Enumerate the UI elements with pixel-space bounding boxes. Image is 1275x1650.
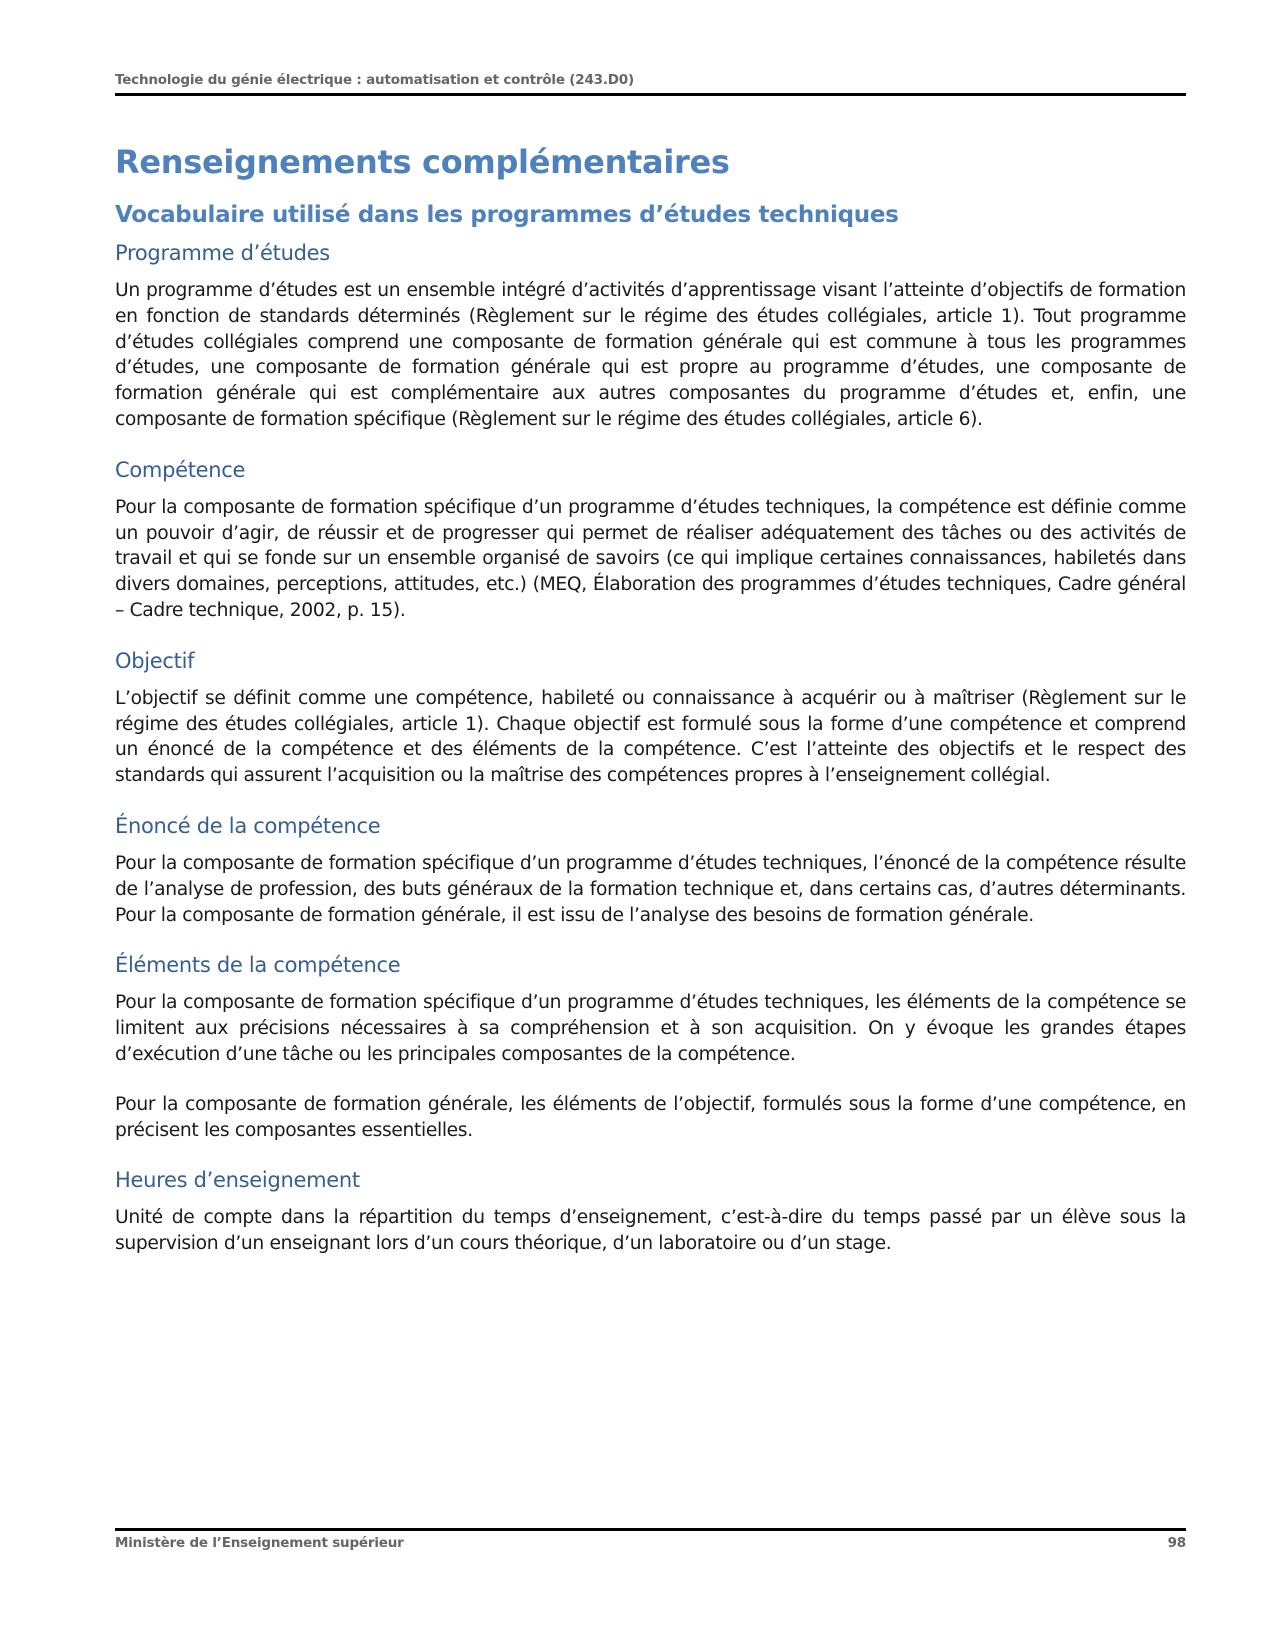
term-definition: Un programme d’études est un ensemble intégré d’activités d’apprentissage visant l’atteinte d’objectifs de formation en fonction de standards déterminés (Règlement sur le régime des études collégiales, article 1). Tout programme d’études collégiales comprend une composante de formation générale qui est commune à tous les programmes d’études, une composante de formation générale qui est propre au programme d’études, une composante de formation générale qui est complémentaire aux autres composantes du programme d’études et, enfin, une composante de formation spécifique (Règlement sur le régime des études collégiales, article 6). — [115, 280, 1186, 430]
term-definition: Unité de compte dans la répartition du temps d’enseignement, c’est-à-dire du temps passé par un élève sous la supervision d’un enseignant lors d’un cours théorique, d’un laboratoire ou d’un stage. — [115, 1207, 1186, 1255]
page-header — [115, 72, 1186, 96]
page-content — [115, 140, 1186, 1257]
term-block-elements — [115, 950, 1186, 1143]
term-definition: Pour la composante de formation spécifique d’un programme d’études techniques, la compétence est définie comme un pouvoir d’agir, de réussir et de progresser qui permet de réaliser adéquatement des tâches ou des activités de travail et qui se fonde sur un ensemble organisé de savoirs (ce qui implique certaines connaissances, habiletés dans divers domaines, perceptions, attitudes, etc.) (MEQ, Élaboration des programmes d’études techniques, Cadre général – Cadre technique, 2002, p. 15). — [115, 496, 1186, 621]
running-title: Technologie du génie électrique : automatisation et contrôle (243.D0) — [115, 72, 634, 88]
term-block-objectif — [115, 646, 1186, 789]
footer-rule — [115, 1528, 1186, 1531]
term-block-competence — [115, 455, 1186, 624]
page-footer — [115, 1528, 1186, 1551]
term-heading: Programme d’études — [115, 241, 330, 265]
term-definition: L’objectif se définit comme une compétence, habileté ou connaissance à acquérir ou à maîtriser (Règlement sur le régime des études collégiales, article 1). Chaque objectif est formulé sous la forme d’une compétence et comprend un énoncé de la compétence et des éléments de la compétence. C’est l’atteinte des objectifs et le respect des standards qui assurent l’acquisition ou la maîtrise des compétences propres à l’enseignement collégial. — [115, 687, 1186, 787]
term-block-programme — [115, 238, 1186, 433]
term-block-heures — [115, 1165, 1186, 1257]
page-title: Renseignements complémentaires — [115, 143, 730, 181]
footer-publisher: Ministère de l’Enseignement supérieur — [115, 1535, 404, 1551]
term-block-enonce — [115, 811, 1186, 928]
header-rule — [115, 93, 1186, 96]
page-number: 98 — [1167, 1535, 1186, 1551]
term-heading: Compétence — [115, 457, 246, 482]
section-title: Vocabulaire utilisé dans les programmes d’études techniques — [115, 202, 899, 228]
term-definition: Pour la composante de formation générale, les éléments de l’objectif, formulés sous la forme d’une compétence, en précisent les composantes essentielles. — [115, 1093, 1186, 1141]
term-heading: Énoncé de la compétence — [115, 813, 381, 838]
term-heading: Objectif — [115, 648, 195, 673]
term-heading: Heures d’enseignement — [115, 1168, 360, 1193]
term-definition: Pour la composante de formation spécifique d’un programme d’études techniques, l’énoncé de la compétence résulte de l’analyse de profession, des buts généraux de la formation technique et, dans certains cas, d’autres déterminants. Pour la composante de formation générale, il est issu de l’analyse des besoins de formation générale. — [115, 852, 1186, 926]
term-definition: Pour la composante de formation spécifique d’un programme d’études techniques, les éléments de la compétence se limitent aux précisions nécessaires à sa compréhension et à son acquisition. On y évoque les grandes étapes d’exécution d’une tâche ou les principales composantes de la compétence. — [115, 992, 1186, 1065]
term-heading: Éléments de la compétence — [115, 953, 401, 978]
